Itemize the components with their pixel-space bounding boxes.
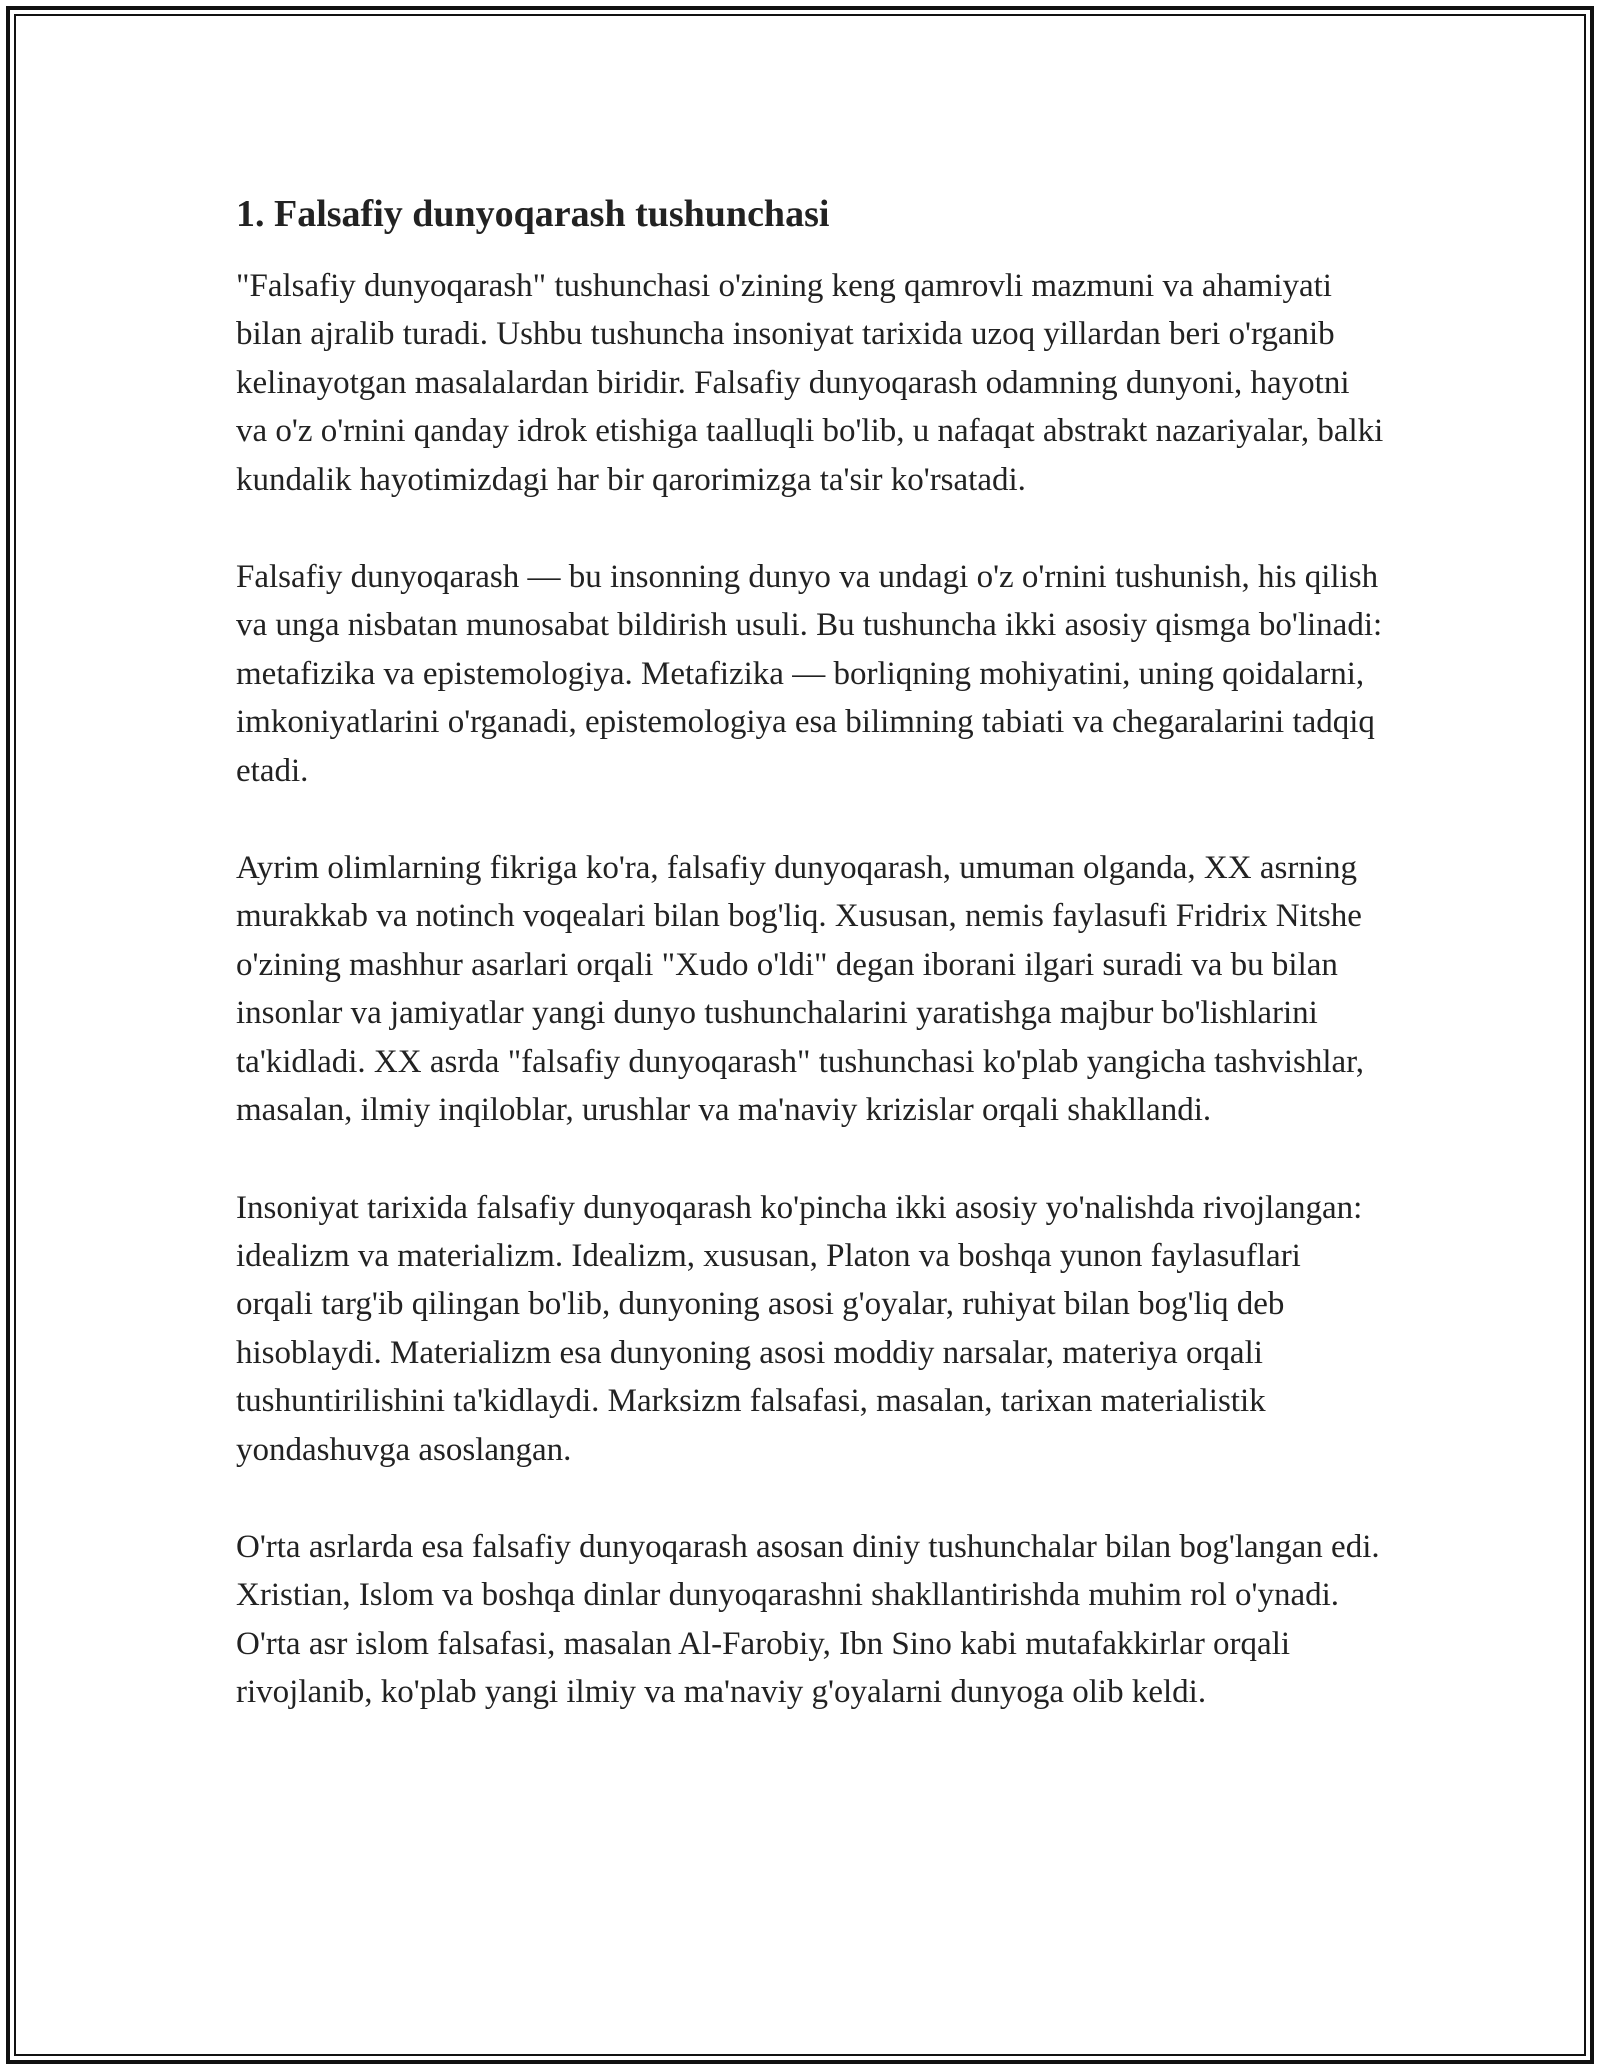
paragraph-4: Insoniyat tarixida falsafiy dunyoqarash ko'pincha ikki asosiy yo'nalishda rivojlangan: idealizm va materializm. Idealizm, xususan, Platon va boshqa yunon faylasuflari orqali targ'ib qilingan bo'lib, dunyoning asosi g'oyalar, ruhiyat bilan bog'liq deb hisoblaydi. Materializm esa dunyoning asosi moddiy narsalar, materiya orqali tushuntirilishini ta'kidlaydi. Marksizm falsafasi, masalan, tarixan materialistik yondashuvga asoslangan. bbox=[236, 1189, 1363, 1468]
paragraph-3: Ayrim olimlarning fikriga ko'ra, falsafiy dunyoqarash, umuman olganda, XX asrning murakkab va notinch voqealari bilan bog'liq. Xususan, nemis faylasufi Fridrix Nitshe o'zining mashhur asarlari orqali "Xudo o'ldi" degan iborani ilgari suradi va bu bilan insonlar va jamiyatlar yangi dunyo tushunchalarini yaratishga majbur bo'lishlarini ta'kidladi. XX asrda "falsafiy dunyoqarash" tushunchasi ko'plab yangicha tashvishlar, masalan, ilmiy inqiloblar, urushlar va ma'naviy krizislar orqali shakllandi. bbox=[236, 850, 1365, 1129]
paragraph-5: O'rta asrlarda esa falsafiy dunyoqarash asosan diniy tushunchalar bilan bog'langan edi. Xristian, Islom va boshqa dinlar dunyoqarashni shakllantirishda muhim rol o'ynadi. O'rta asr islom falsafasi, masalan Al-Farobiy, Ibn Sino kabi mutafakkirlar orqali rivojlanib, ko'plab yangi ilmiy va ma'naviy g'oyalarni dunyoga olib keldi. bbox=[236, 1528, 1380, 1711]
section-heading: 1. Falsafiy dunyoqarash tushunchasi bbox=[236, 193, 830, 235]
paragraph-1: "Falsafiy dunyoqarash" tushunchasi o'zining keng qamrovli mazmuni va ahamiyati bilan ajralib turadi. Ushbu tushuncha insoniyat tarixida uzoq yillardan beri o'rganib kelinayotgan masalalardan biridir. Falsafiy dunyoqarash odamning dunyoni, hayotni va o'z o'rnini qanday idrok etishiga taalluqli bo'lib, u nafaqat abstrakt nazariyalar, balki kundalik hayotimizdagi har bir qarorimizga ta'sir ko'rsatadi. bbox=[236, 268, 1384, 498]
document-body bbox=[236, 188, 1386, 1766]
paragraph-2: Falsafiy dunyoqarash — bu insonning dunyo va undagi o'z o'rnini tushunish, his qilish va unga nisbatan munosabat bildirish usuli. Bu tushuncha ikki asosiy qismga bo'linadi: metafizika va epistemologiya. Metafizika — borliqning mohiyatini, uning qoidalarni, imkoniyatlarini o'rganadi, epistemologiya esa bilimning tabiati va chegaralarini tadqiq etadi. bbox=[236, 559, 1383, 789]
